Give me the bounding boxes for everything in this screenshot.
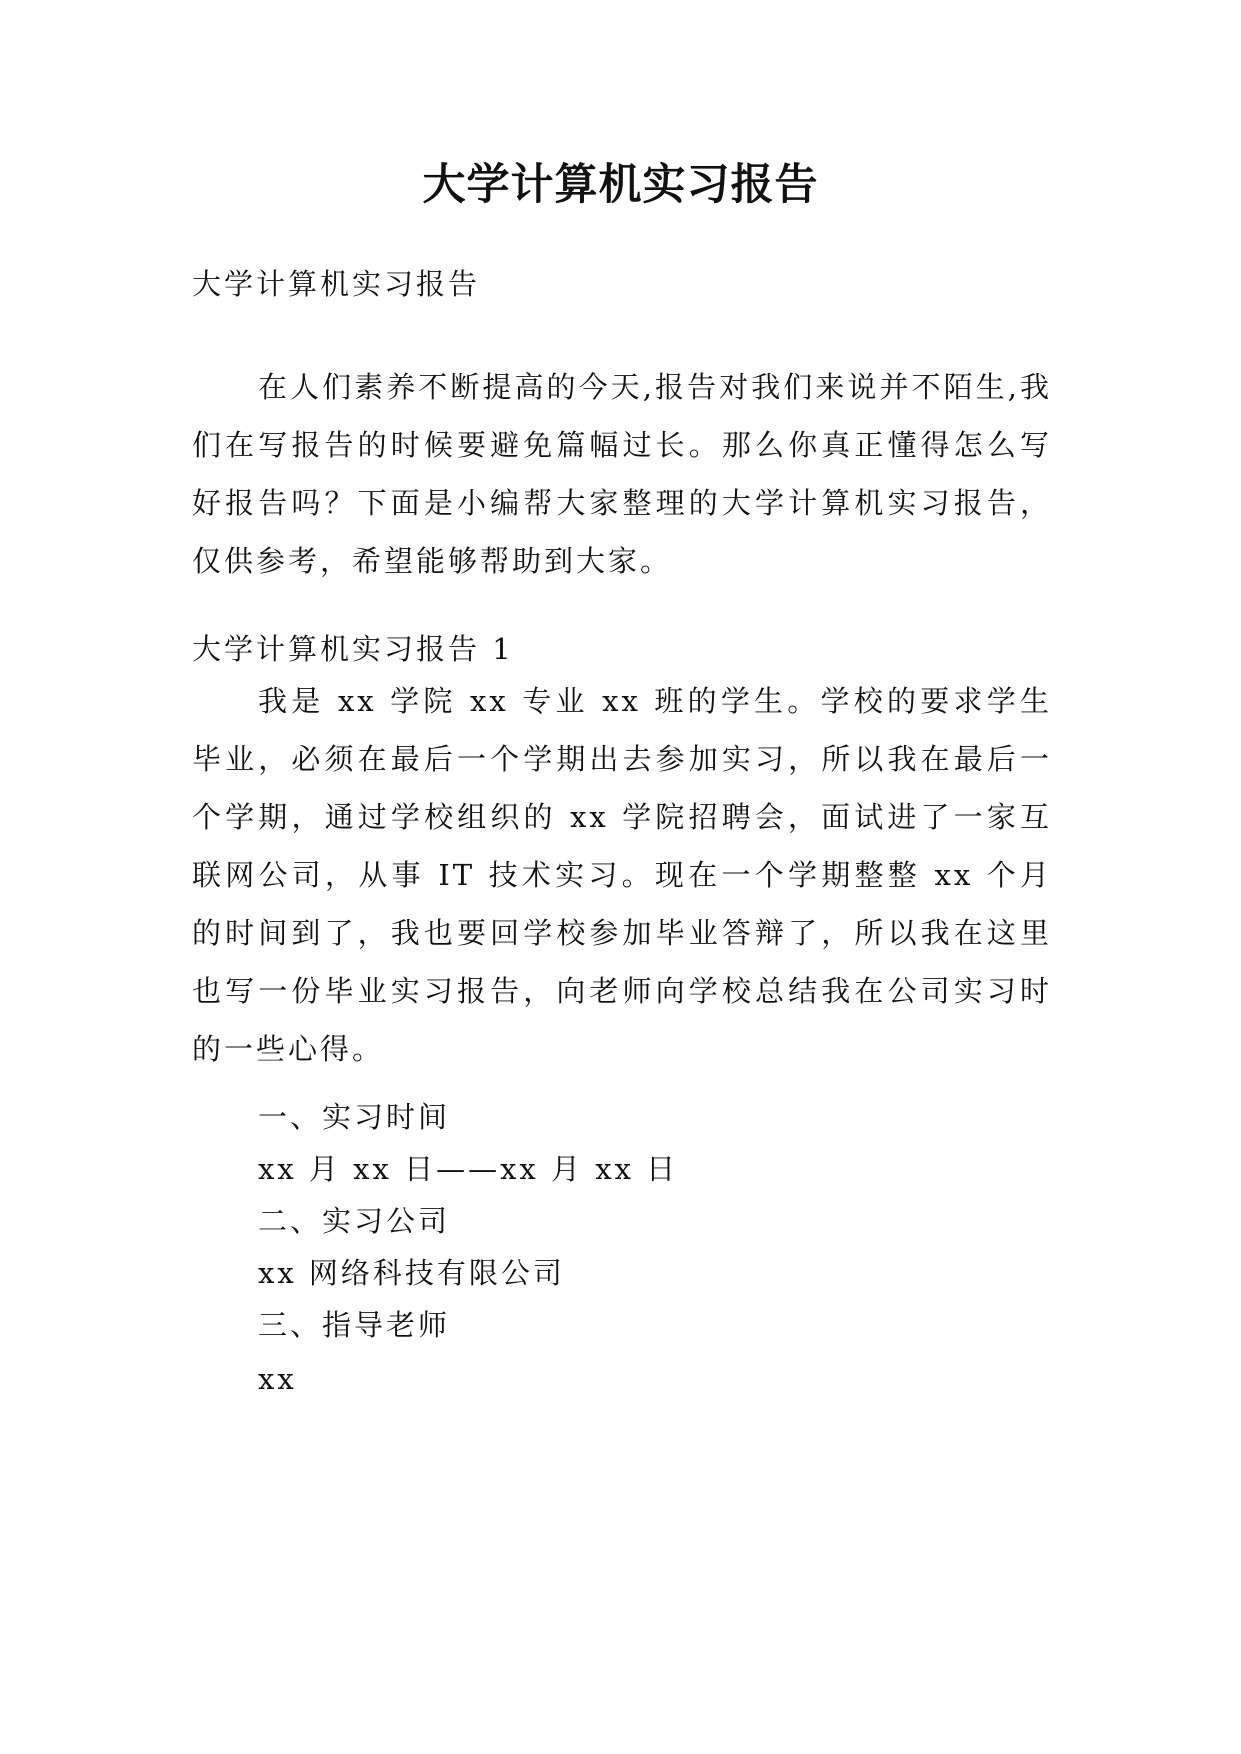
item-heading-time: 一、实习时间 <box>258 1100 451 1134</box>
item-value-advisor: xx <box>258 1362 297 1396</box>
item-value-company: xx 网络科技有限公司 <box>258 1256 565 1290</box>
item-value-time: xx 月 xx 日——xx 月 xx 日 <box>258 1152 679 1186</box>
section-heading: 大学计算机实习报告 1 <box>192 632 514 666</box>
document-title: 大学计算机实习报告 <box>422 160 819 210</box>
item-heading-advisor: 三、指导老师 <box>258 1308 451 1342</box>
body-paragraph: 我是 xx 学院 xx 专业 xx 班的学生。学校的要求学生毕业，必须在最后一个学期出去参加实习，所以我在最后一个学期，通过学校组织的 xx 学院招聘会，面试进了一家互联网公司，从事 IT 技术实习。现在一个学期整整 xx 个月的时间到了，我也要回学校参加毕业答辩了，所以我在这里也写一份毕业实习报告，向老师向学校总结我在公司实习时的一些心得。 <box>192 684 1052 1066</box>
item-heading-company: 二、实习公司 <box>258 1204 451 1238</box>
document-subtitle: 大学计算机实习报告 <box>192 267 481 301</box>
intro-paragraph: 在人们素养不断提高的今天,报告对我们来说并不陌生,我们在写报告的时候要避免篇幅过长。那么你真正懂得怎么写好报告吗？下面是小编帮大家整理的大学计算机实习报告，仅供参考，希望能够帮助到大家。 <box>192 370 1052 578</box>
